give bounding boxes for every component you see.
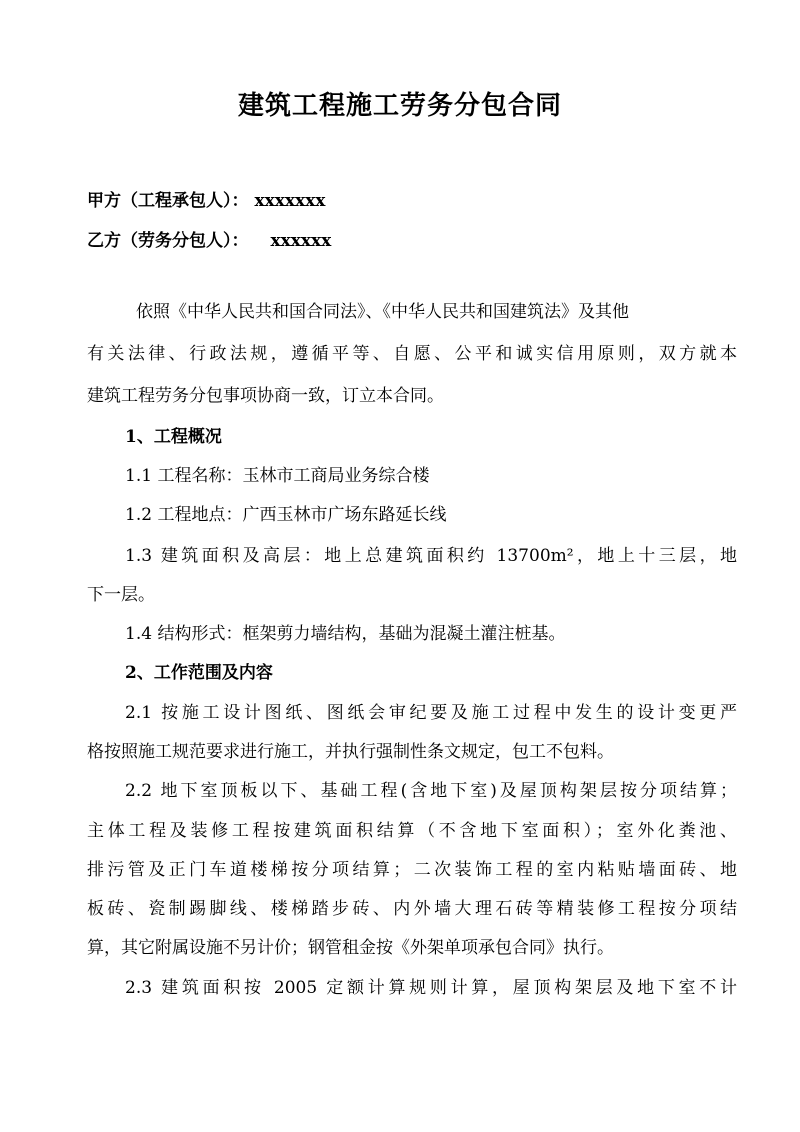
paragraph-line: 板砖、瓷制踢脚线、楼梯踏步砖、内外墙大理石砖等精装修工程按分项结 — [87, 899, 737, 919]
section-heading: 2、工作范围及内容 — [125, 663, 273, 683]
paragraph-line: 2.2 地下室顶板以下、基础工程(含地下室)及屋顶构架层按分项结算； — [125, 781, 737, 801]
paragraph-line: 依照《中华人民共和国合同法》、《中华人民共和国建筑法》及其他 — [136, 302, 629, 322]
paragraph-line: 1.2 工程地点：广西玉林市广场东路延长线 — [125, 505, 447, 525]
paragraph-line: 有关法律、行政法规，遵循平等、自愿、公平和诚实信用原则，双方就本 — [87, 344, 737, 364]
party-b-label: 乙方（劳务分包人）： — [87, 231, 249, 251]
paragraph-line: 2.3 建筑面积按 2005 定额计算规则计算，屋顶构架层及地下室不计 — [125, 978, 737, 998]
paragraph-line: 2.1 按施工设计图纸、图纸会审纪要及施工过程中发生的设计变更严 — [125, 703, 737, 723]
party-b-line — [87, 229, 331, 253]
paragraph-line: 下一层。 — [87, 585, 155, 605]
party-a-line — [87, 189, 325, 213]
paragraph-line: 1.4 结构形式：框架剪力墙结构，基础为混凝土灌注桩基。 — [125, 624, 566, 644]
party-b-value: xxxxxx — [270, 231, 332, 251]
party-a-label: 甲方（工程承包人）： — [87, 191, 249, 211]
party-a-value: xxxxxxx — [254, 191, 326, 211]
paragraph-line: 1.3 建筑面积及高层：地上总建筑面积约 13700m²，地上十三层，地 — [125, 546, 737, 566]
paragraph-line: 格按照施工规范要求进行施工，并执行强制性条文规定，包工不包料。 — [87, 742, 614, 762]
section-heading: 1、工程概况 — [125, 427, 222, 447]
paragraph-line: 排污管及正门车道楼梯按分项结算；二次装饰工程的室内粘贴墙面砖、地 — [87, 860, 737, 880]
document-title: 建筑工程施工劳务分包合同 — [237, 91, 562, 121]
paragraph-line: 算，其它附属设施不另计价；钢管租金按《外架单项承包合同》执行。 — [87, 938, 614, 958]
paragraph-line: 主体工程及装修工程按建筑面积结算（不含地下室面积）；室外化粪池、 — [87, 821, 737, 841]
paragraph-line: 1.1 工程名称：玉林市工商局业务综合楼 — [125, 466, 430, 486]
paragraph-line: 建筑工程劳务分包事项协商一致，订立本合同。 — [87, 386, 444, 406]
